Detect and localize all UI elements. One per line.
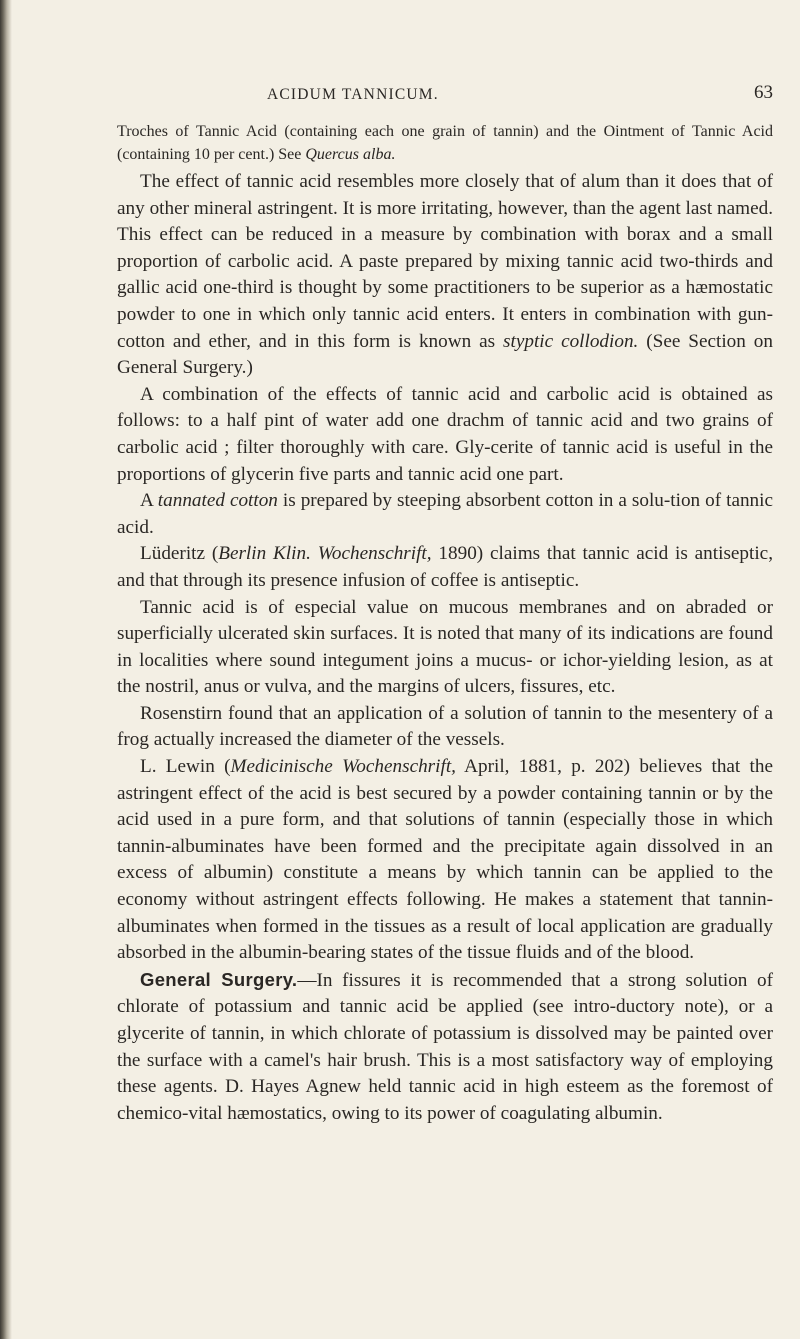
section-heading: General Surgery. [140, 968, 298, 990]
running-head [117, 82, 773, 106]
paragraph-combination: A combination of the effects of tannic acid and carbolic acid is obtained as follows: to a half pint of water add one drachm of tannic acid and two grains of carbolic acid ; filter thoroughly with care. Gly-cerite of tannic acid is useful in the proportions of glycerin five parts and tannic acid one part. [117, 383, 773, 485]
page-binding-edge [0, 0, 12, 1339]
body-text [117, 169, 773, 1127]
paragraph-general-surgery: General Surgery.—In fissures it is recommended that a strong solution of chlorate of potassium and tannic acid be applied (see intro-ductory note), or a glycerite of tannin, in which chlorate of potassium is dissolved may be painted over the surface with a camel's hair brush. This is a most satisfactory way of employing these agents. D. Hayes Agnew held tannic acid in high esteem as the foremost of chemico-vital hæmostatics, owing to its power of coagulating albumin. [117, 968, 773, 1124]
paragraph-lewin: L. Lewin (Medicinische Wochenschrift, April, 1881, p. 202) believes that the astringent effect of the acid is best secured by a powder containing tannin or by the acid used in a pure form, and that solutions of tannin (especially those in which tannin-albuminates have been formed and the precipitate again dissolved in an excess of albumin) constitute a means by which tannin can be applied to the economy without astringent effects following. He makes a statement that tannin-albuminates when formed in the tissues as a result of local application are gradually absorbed in the albumin-bearing states of the tissue fluids and of the blood. [117, 756, 773, 964]
tannated-cotton-term: tannated cotton [157, 490, 278, 512]
styptic-collodion-term: styptic collodion. [503, 330, 639, 352]
paragraph-rosenstirn: Rosenstirn found that an application of a solution of tannin to the mesentery of a frog actually increased the diameter of the vessels. [117, 702, 773, 751]
paragraph-tannated-cotton: A tannated cotton is prepared by steeping absorbent cotton in a solu-tion of tannic acid. [117, 490, 773, 538]
paragraph-luderitz: Lüderitz (Berlin Klin. Wochenschrift, 1890) claims that tannic acid is antiseptic, and that through its presence infusion of coffee is antiseptic. [117, 543, 773, 591]
paragraph-mucous-membranes: Tannic acid is of especial value on mucous membranes and on abraded or superficially ulcerated skin surfaces. It is noted that many of its indications are found in localities where sound integument joins a mucus- or ichor-yielding lesion, as at the nostril, anus or vulva, and the margins of ulcers, fissures, etc. [117, 596, 773, 698]
page-number: 63 [754, 82, 773, 103]
see-reference: Quercus alba. [305, 146, 396, 163]
paragraph-effect: The effect of tannic acid resembles more closely that of alum than it does that of any other mineral astringent. It is more irritating, however, than the agent last named. This effect can be reduced in a measure by combination with borax and a small proportion of carbolic acid. A paste prepared by mixing tannic acid two-thirds and gallic acid one-third is thought by some practitioners to be superior as a hæmostatic powder to one in which only tannic acid enters. It enters in combination with gun-cotton and ether, and in this form is known as styptic collodion. (See Section on General Surgery.) [117, 171, 773, 379]
preparations-note [117, 120, 773, 166]
preparations-text: Troches of Tannic Acid (containing each one grain of tannin) and the Ointment of Tannic Acid (containing 10 per cent.) See [117, 123, 773, 163]
running-head-title: ACIDUM TANNICUM. [267, 86, 439, 103]
journal-citation: Medicinische Wochenschrift, [230, 756, 456, 778]
journal-citation: Berlin Klin. Wochenschrift, [218, 543, 432, 565]
